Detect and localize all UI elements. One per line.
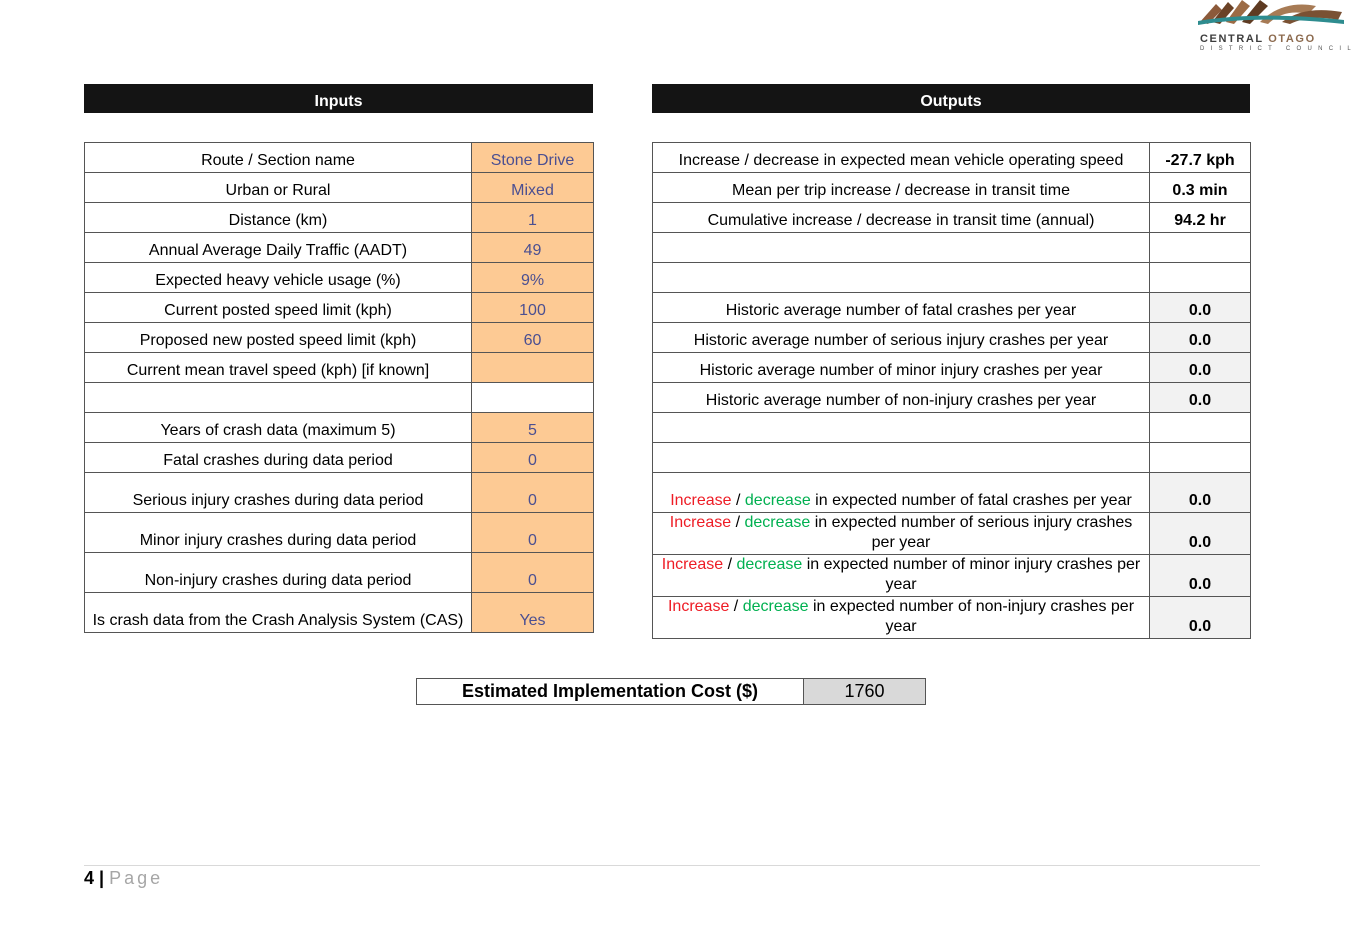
table-row: [653, 443, 1251, 473]
council-logo: [1198, 0, 1358, 56]
input-value[interactable]: Yes: [472, 593, 594, 633]
output-value: -27.7 kph: [1150, 143, 1251, 173]
input-label: Annual Average Daily Traffic (AADT): [85, 233, 472, 263]
table-row: [653, 173, 1251, 203]
input-value[interactable]: 0: [472, 473, 594, 513]
input-label: Is crash data from the Crash Analysis System (CAS): [85, 593, 472, 633]
output-label: [653, 555, 1150, 597]
output-value: 0.0: [1150, 293, 1251, 323]
input-value[interactable]: 100: [472, 293, 594, 323]
input-label: Current posted speed limit (kph): [85, 293, 472, 323]
output-value: 0.0: [1150, 383, 1251, 413]
decrease-word: decrease: [744, 514, 811, 531]
increase-word: Increase: [661, 556, 724, 573]
table-row: [85, 383, 594, 413]
output-label: Increase / decrease in expected mean vehicle operating speed: [653, 143, 1150, 173]
output-value: 0.3 min: [1150, 173, 1251, 203]
output-value: 0.0: [1150, 597, 1251, 639]
logo-wordmark: CENTRAL OTAGO: [1200, 33, 1316, 45]
table-row: [653, 323, 1251, 353]
input-label: Current mean travel speed (kph) [if known]: [85, 353, 472, 383]
slash: /: [723, 556, 737, 573]
output-label-rest: in expected number of fatal crashes per year: [810, 492, 1132, 509]
table-row: [85, 593, 594, 633]
input-value[interactable]: 1: [472, 203, 594, 233]
output-label: [653, 233, 1150, 263]
increase-word: Increase: [667, 598, 730, 615]
table-row: [653, 473, 1251, 513]
slash: /: [731, 514, 745, 531]
input-label: Non-injury crashes during data period: [85, 553, 472, 593]
output-value: 0.0: [1150, 513, 1251, 555]
input-value[interactable]: 60: [472, 323, 594, 353]
input-value[interactable]: [472, 353, 594, 383]
table-row: [653, 413, 1251, 443]
input-label: Fatal crashes during data period: [85, 443, 472, 473]
output-value: 0.0: [1150, 473, 1251, 513]
input-value[interactable]: 0: [472, 443, 594, 473]
output-label: Mean per trip increase / decrease in transit time: [653, 173, 1150, 203]
input-value[interactable]: 49: [472, 233, 594, 263]
table-row: [85, 233, 594, 263]
output-value: [1150, 443, 1251, 473]
implementation-cost-box: [416, 678, 926, 705]
input-label: Minor injury crashes during data period: [85, 513, 472, 553]
output-label: Cumulative increase / decrease in transit time (annual): [653, 203, 1150, 233]
input-label: Proposed new posted speed limit (kph): [85, 323, 472, 353]
output-label-rest: in expected number of non-injury crashes per year: [808, 598, 1135, 635]
input-value[interactable]: Stone Drive: [472, 143, 594, 173]
table-row: [85, 553, 594, 593]
table-row: [85, 293, 594, 323]
table-row: [653, 293, 1251, 323]
decrease-word: decrease: [736, 556, 803, 573]
input-label: Distance (km): [85, 203, 472, 233]
output-label: [653, 413, 1150, 443]
slash: /: [729, 598, 743, 615]
central-otago-hills-logo-icon: [1198, 0, 1346, 26]
table-row: [653, 597, 1251, 639]
output-label: Historic average number of minor injury crashes per year: [653, 353, 1150, 383]
table-row: [85, 173, 594, 203]
page-footer: [84, 868, 163, 889]
table-row: [653, 513, 1251, 555]
input-value[interactable]: 5: [472, 413, 594, 443]
output-value: 0.0: [1150, 323, 1251, 353]
table-row: [85, 203, 594, 233]
slash: /: [731, 492, 745, 509]
input-value[interactable]: 0: [472, 553, 594, 593]
output-label: [653, 443, 1150, 473]
table-row: [653, 555, 1251, 597]
outputs-table: [652, 142, 1251, 639]
input-value[interactable]: 9%: [472, 263, 594, 293]
table-row: [653, 233, 1251, 263]
table-row: [653, 143, 1251, 173]
output-label: Historic average number of serious injury crashes per year: [653, 323, 1150, 353]
output-value: 94.2 hr: [1150, 203, 1251, 233]
output-value: 0.0: [1150, 353, 1251, 383]
inputs-table: [84, 142, 594, 633]
table-row: [85, 353, 594, 383]
input-value[interactable]: 0: [472, 513, 594, 553]
input-value[interactable]: Mixed: [472, 173, 594, 203]
input-value: [472, 383, 594, 413]
logo-subtitle: DISTRICT COUNCIL: [1200, 46, 1358, 52]
output-value: [1150, 413, 1251, 443]
output-label-rest: in expected number of serious injury crashes per year: [810, 514, 1133, 551]
table-row: [85, 413, 594, 443]
table-row: [653, 383, 1251, 413]
increase-word: Increase: [669, 514, 732, 531]
input-label: Expected heavy vehicle usage (%): [85, 263, 472, 293]
cost-value: 1760: [804, 679, 926, 705]
output-label-rest: in expected number of minor injury crashes per year: [802, 556, 1141, 593]
input-label: Serious injury crashes during data period: [85, 473, 472, 513]
table-row: [85, 473, 594, 513]
decrease-word: decrease: [744, 492, 811, 509]
table-row: [85, 263, 594, 293]
outputs-header: Outputs: [652, 84, 1250, 113]
input-label: Route / Section name: [85, 143, 472, 173]
output-label: [653, 473, 1150, 513]
footer-divider: [84, 865, 1260, 866]
output-label: [653, 513, 1150, 555]
footer-separator: |: [99, 868, 105, 888]
output-value: 0.0: [1150, 555, 1251, 597]
output-label: [653, 597, 1150, 639]
output-label: [653, 263, 1150, 293]
cost-label: Estimated Implementation Cost ($): [417, 679, 804, 705]
output-value: [1150, 263, 1251, 293]
page-word: Page: [109, 868, 164, 888]
table-row: [85, 443, 594, 473]
input-label: [85, 383, 472, 413]
output-label: Historic average number of non-injury crashes per year: [653, 383, 1150, 413]
table-row: [653, 353, 1251, 383]
output-value: [1150, 233, 1251, 263]
output-label: Historic average number of fatal crashes per year: [653, 293, 1150, 323]
table-row: [85, 143, 594, 173]
input-label: Urban or Rural: [85, 173, 472, 203]
table-row: [653, 263, 1251, 293]
decrease-word: decrease: [742, 598, 809, 615]
table-row: [653, 203, 1251, 233]
table-row: [85, 513, 594, 553]
table-row: [85, 323, 594, 353]
increase-word: Increase: [670, 492, 732, 509]
page-number: 4: [84, 868, 95, 888]
inputs-header: Inputs: [84, 84, 593, 113]
input-label: Years of crash data (maximum 5): [85, 413, 472, 443]
